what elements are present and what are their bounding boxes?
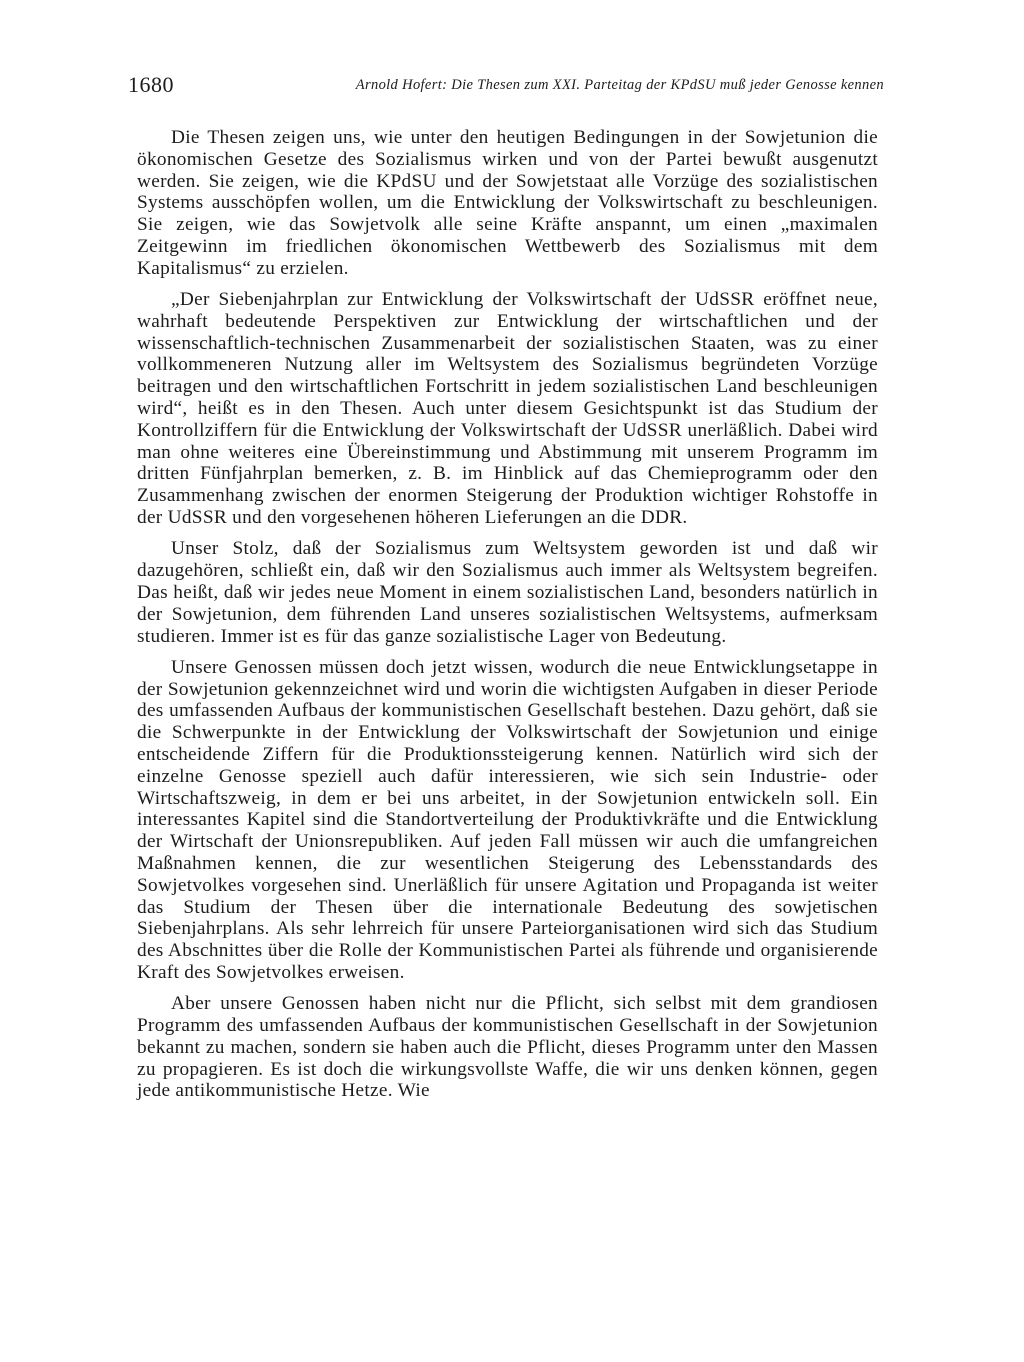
paragraph: Unser Stolz, daß der Sozialismus zum Weltsystem geworden ist und daß wir dazugehören, schließt ein, daß wir den Sozialismus auch immer als Weltsystem begreifen. Das heißt, daß wir jedes neue Moment in einem sozialistischen Land, besonders natürlich in der Sowjetunion, dem führenden Land unseres sozialistischen Weltsystems, aufmerksam studieren. Immer ist es für das ganze sozialistische Lager von Bedeutung. — [137, 538, 878, 647]
page-number: 1680 — [128, 72, 174, 97]
paragraph: „Der Siebenjahrplan zur Entwicklung der Volkswirtschaft der UdSSR eröffnet neue, wahrhaft bedeutende Perspektiven zur Entwicklung der wirtschaftlichen und der wissenschaftlich-technischen Zusammenarbeit der sozialistischen Staaten, was zu einer vollkommeneren Nutzung aller im Weltsystem des Sozialismus begründeten Vorzüge beitragen und den wirtschaftlichen Fortschritt in jedem sozialistischen Land beschleunigen wird“, heißt es in den Thesen. Auch unter diesem Gesichtspunkt ist das Studium der Kontrollziffern für die Entwicklung der Volkswirtschaft der UdSSR unerläßlich. Dabei wird man ohne weiteres eine Übereinstimmung und Abstimmung mit unserem Programm im dritten Fünfjahrplan bemerken, z. B. im Hinblick auf das Chemieprogramm oder den Zusammenhang zwischen der enormen Steigerung der Produktion wichtiger Rohstoffe in der UdSSR und den vorgesehenen höheren Lieferungen an die DDR. — [137, 289, 878, 529]
running-title: Arnold Hofert: Die Thesen zum XXI. Parteitag der KPdSU muß jeder Genosse kennen — [355, 77, 884, 93]
paragraph: Die Thesen zeigen uns, wie unter den heutigen Bedingungen in der Sowjetunion die ökonomischen Gesetze des Sozialismus wirken und von der Partei bewußt ausgenutzt werden. Sie zeigen, wie die KPdSU und der Sowjetstaat alle Vorzüge des sozialistischen Systems ausschöpfen wollen, um die Entwicklung der Volkswirtschaft zu beschleunigen. Sie zeigen, wie das Sowjetvolk alle seine Kräfte anspannt, um einen „maximalen Zeitgewinn im friedlichen ökonomischen Wettbewerb des Sozialismus mit dem Kapitalismus“ zu erzielen. — [137, 127, 878, 279]
paragraph: Aber unsere Genossen haben nicht nur die Pflicht, sich selbst mit dem grandiosen Programm des umfassenden Aufbaus der kommunistischen Gesellschaft in der Sowjetunion bekannt zu machen, sondern sie haben auch die Pflicht, dieses Programm unter den Massen zu propagieren. Es ist doch die wirkungsvollste Waffe, die wir uns denken können, gegen jede antikommunistische Hetze. Wie — [137, 993, 878, 1102]
running-header — [128, 70, 884, 100]
article-body — [137, 127, 878, 1102]
paragraph: Unsere Genossen müssen doch jetzt wissen, wodurch die neue Entwicklungsetappe in der Sowjetunion gekennzeichnet wird und worin die wichtigsten Aufgaben in dieser Periode des umfassenden Aufbaus der kommunistischen Gesellschaft bestehen. Dazu gehört, daß sie die Schwerpunkte in der Entwicklung der Volkswirtschaft der Sowjetunion und einige entscheidende Ziffern für die Produktionssteigerung kennen. Natürlich wird sich der einzelne Genosse speziell auch dafür interessieren, wie sich sein Industrie- oder Wirtschaftszweig, in dem er bei uns arbeitet, in der Sowjetunion entwickeln soll. Ein interessantes Kapitel sind die Standortverteilung der Produktivkräfte und die Entwicklung der Wirtschaft der Unionsrepubliken. Auf jeden Fall müssen wir auch die umfangreichen Maßnahmen kennen, die zur wesentlichen Steigerung des Lebensstandards des Sowjetvolkes vorgesehen sind. Unerläßlich für unsere Agitation und Propaganda ist weiter das Studium der Thesen über die internationale Bedeutung des sowjetischen Siebenjahrplans. Als sehr lehrreich für unsere Parteiorganisationen wird sich das Studium des Abschnittes über die Rolle der Kommunistischen Partei als führende und organisierende Kraft des Sowjetvolkes erweisen. — [137, 656, 878, 983]
